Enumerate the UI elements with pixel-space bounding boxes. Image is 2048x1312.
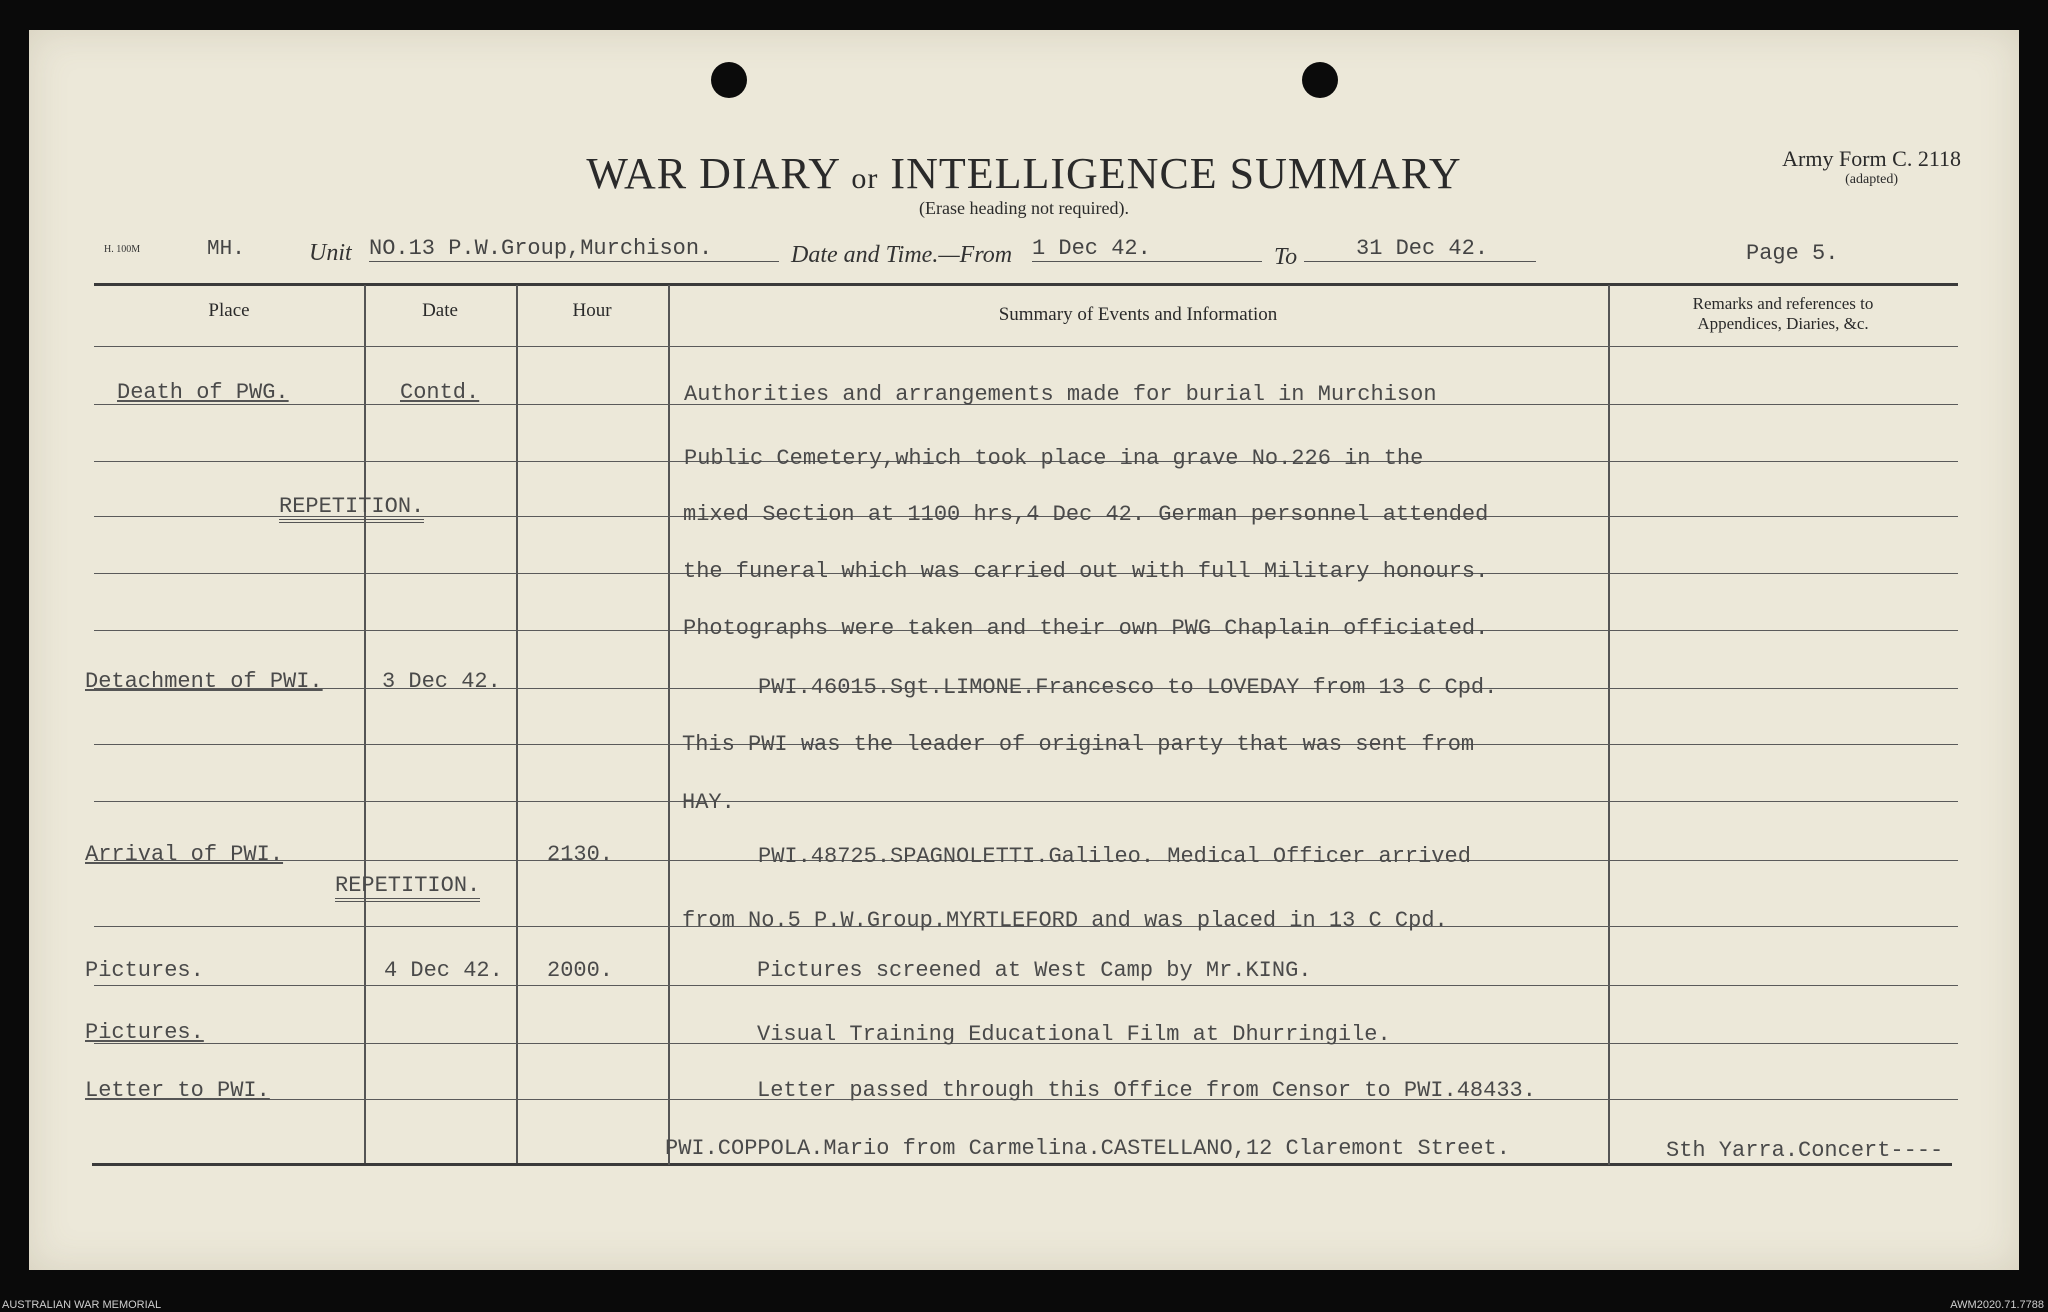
unit-label: Unit <box>309 240 352 266</box>
form-title: WAR DIARY or INTELLIGENCE SUMMARY <box>586 149 1462 198</box>
date-to-label: To <box>1274 244 1298 270</box>
entry-text: Authorities and arrangements made for burial in Murchison <box>684 382 1437 407</box>
entry-text: Letter passed through this Office from Censor to PWI.48433. <box>757 1078 1536 1103</box>
archive-reference: AWM2020.71.7788 <box>1950 1299 2044 1311</box>
entry-place: Arrival of PWI. <box>85 842 284 867</box>
entry-text: Public Cemetery,which took place ina grave No.226 in the <box>684 446 1424 471</box>
archive-credit: AUSTRALIAN WAR MEMORIAL <box>2 1299 162 1311</box>
entry-text: the funeral which was carried out with full Military honours. <box>683 559 1489 584</box>
entry-date: 4 Dec 42. <box>384 958 503 983</box>
unit-value: NO.13 P.W.Group,Murchison. <box>369 236 779 262</box>
date-from-label: Date and Time.—From <box>791 242 1013 268</box>
entry-text: PWI.COPPOLA.Mario from Carmelina.CASTELLANO,12 Claremont Street. <box>665 1136 1510 1161</box>
entry-text: PWI.46015.Sgt.LIMONE.Francesco to LOVEDAY from 13 C Cpd. <box>758 675 1498 700</box>
entry-hour: 2130. <box>547 842 614 867</box>
row-rule <box>94 985 1958 986</box>
repetition-mark: REPETITION. <box>335 873 480 902</box>
mh-mark: MH. <box>207 238 245 261</box>
column-divider <box>364 285 366 1163</box>
entry-text: Photographs were taken and their own PWG Chaplain officiated. <box>683 616 1489 641</box>
entry-place: Pictures. <box>85 958 204 983</box>
entry-place: Letter to PWI. <box>85 1078 270 1103</box>
column-header-summary: Summary of Events and Information <box>998 304 1278 325</box>
entry-place: Detachment of PWI. <box>85 669 323 694</box>
entry-place: Pictures. <box>85 1020 204 1045</box>
entry-text: Visual Training Educational Film at Dhurringile. <box>757 1022 1391 1047</box>
repetition-mark: REPETITION. <box>279 494 424 523</box>
column-header-place: Place <box>208 300 250 321</box>
punch-hole <box>1302 62 1338 98</box>
entry-text: HAY. <box>682 790 735 815</box>
table-bottom-border <box>92 1163 1952 1166</box>
column-header-remarks: Remarks and references to Appendices, Diaries, &c. <box>1692 294 1874 333</box>
column-divider <box>516 285 518 1163</box>
column-header-date: Date <box>422 300 458 321</box>
row-rule <box>94 346 1958 347</box>
entry-text: This PWI was the leader of original party that was sent from <box>682 732 1475 757</box>
entry-place: Death of PWG. <box>117 380 289 405</box>
date-from-value: 1 Dec 42. <box>1032 236 1262 262</box>
column-divider <box>1608 285 1610 1165</box>
entry-remark: Sth Yarra.Concert---- <box>1666 1138 1944 1163</box>
entry-text: from No.5 P.W.Group.MYRTLEFORD and was placed in 13 C Cpd. <box>682 908 1448 933</box>
entry-date: 3 Dec 42. <box>382 669 501 694</box>
entry-hour: 2000. <box>547 958 614 983</box>
date-to-value: 31 Dec 42. <box>1304 236 1536 262</box>
page-number: Page 5. <box>1746 241 1839 266</box>
column-header-hour: Hour <box>572 300 612 321</box>
entry-text: Pictures screened at West Camp by Mr.KING. <box>757 958 1312 983</box>
document-page <box>29 30 2019 1270</box>
entry-text: mixed Section at 1100 hrs,4 Dec 42. German personnel attended <box>683 502 1489 527</box>
row-rule <box>94 801 1958 802</box>
adapted-label: (adapted) <box>1845 172 1898 187</box>
form-code: H. 100M <box>104 244 141 255</box>
punch-hole <box>711 62 747 98</box>
form-subtitle: (Erase heading not required). <box>919 198 1129 218</box>
table-top-border <box>94 283 1958 286</box>
column-divider <box>668 285 670 1165</box>
entry-text: PWI.48725.SPAGNOLETTI.Galileo. Medical Officer arrived <box>758 844 1471 869</box>
entry-date: Contd. <box>400 380 480 405</box>
army-form-number: Army Form C. 2118 (adapted) <box>1782 146 1961 187</box>
